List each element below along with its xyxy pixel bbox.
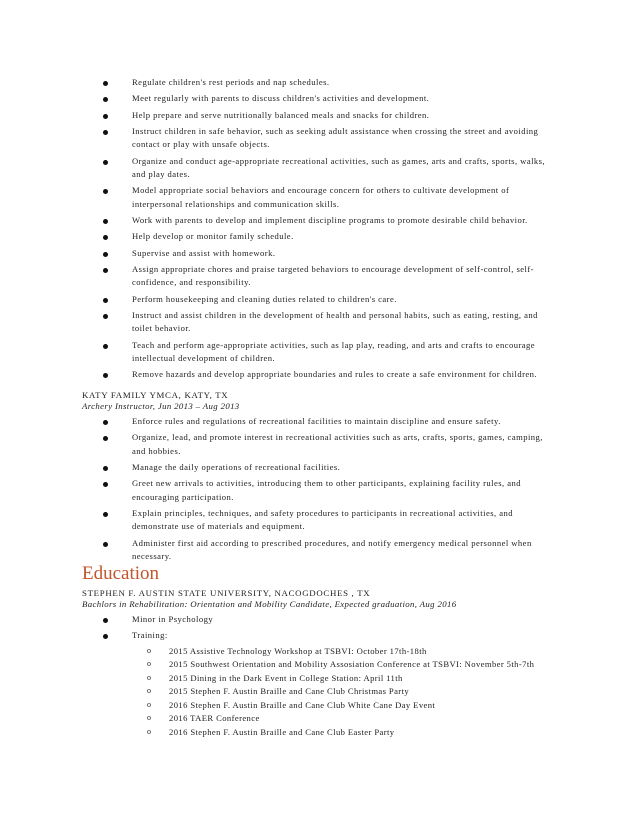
bullet-icon xyxy=(103,268,108,273)
list-item: Assign appropriate chores and praise targeted behaviors to encourage development of self-control, self-confidence, and responsibility. xyxy=(0,263,638,289)
list-item: Model appropriate social behaviors and encourage concern for others to cultivate development of interpersonal relationships and communication skills. xyxy=(0,184,638,210)
education-list xyxy=(0,613,638,738)
bullet-icon xyxy=(103,114,108,119)
training-item: o 2015 Dining in the Dark Event in College Station: April 11th xyxy=(147,672,403,683)
circle-bullet-icon: o xyxy=(147,645,152,655)
circle-bullet-icon: o xyxy=(147,659,152,669)
job1-duties-list xyxy=(0,76,638,382)
list-item: Greet new arrivals to activities, introducing them to other participants, explaining facility rules, and encouraging participation. xyxy=(0,477,638,503)
education-heading: Education xyxy=(82,563,160,584)
list-item: Explain principles, techniques, and safety procedures to participants in recreational activities, and demonstrate use of materials and equipment. xyxy=(0,507,638,533)
training-item: o 2016 TAER Conference xyxy=(147,713,260,724)
training-item: o 2015 Stephen F. Austin Braille and Cane Club Christmas Party xyxy=(147,686,410,697)
bullet-icon xyxy=(103,482,108,487)
list-item: Enforce rules and regulations of recreational facilities to maintain discipline and ensure safety. xyxy=(0,415,638,428)
list-item: Administer first aid according to prescribed procedures, and notify emergency medical personnel when necessary. xyxy=(0,537,638,563)
bullet-icon xyxy=(103,189,108,194)
bullet-icon xyxy=(103,97,108,102)
bullet-icon xyxy=(103,634,108,639)
circle-bullet-icon: o xyxy=(147,713,152,723)
bullet-icon xyxy=(103,219,108,224)
list-item: Regulate children's rest periods and nap schedules. xyxy=(0,76,638,89)
circle-bullet-icon: o xyxy=(147,672,152,682)
circle-bullet-icon: o xyxy=(147,726,152,736)
bullet-icon xyxy=(103,373,108,378)
school-heading: STEPHEN F. AUSTIN STATE UNIVERSITY, NACOGDOCHES , TX xyxy=(82,588,371,598)
circle-bullet-icon: o xyxy=(147,686,152,696)
bullet-icon xyxy=(103,314,108,319)
bullet-icon xyxy=(103,298,108,303)
bullet-icon xyxy=(103,160,108,165)
list-item: Help prepare and serve nutritionally balanced meals and snacks for children. xyxy=(0,109,638,122)
degree-line: Bachlors in Rehabilitation: Orientation and Mobility Candidate, Expected graduation, Aug 2016 xyxy=(82,599,457,609)
bullet-icon xyxy=(103,436,108,441)
circle-bullet-icon: o xyxy=(147,699,152,709)
training-item: o 2015 Southwest Orientation and Mobility Assosiation Conference at TSBVI: November 5th-7th xyxy=(147,659,535,670)
list-item: Organize, lead, and promote interest in recreational activities such as arts, crafts, sports, games, camping, and hobbies. xyxy=(0,431,638,457)
list-item: Organize and conduct age-appropriate recreational activities, such as games, arts and crafts, sports, walks, and play dates. xyxy=(0,155,638,181)
bullet-icon xyxy=(103,420,108,425)
list-item: Remove hazards and develop appropriate boundaries and rules to create a safe environment for children. xyxy=(0,368,638,381)
job2-duties-list xyxy=(0,415,638,563)
job-role: Archery Instructor, Jun 2013 – Aug 2013 xyxy=(82,401,240,411)
bullet-icon xyxy=(103,618,108,623)
bullet-icon xyxy=(103,542,108,547)
list-item: Manage the daily operations of recreational facilities. xyxy=(0,461,638,474)
bullet-icon xyxy=(103,466,108,471)
list-item: Training: o 2015 Assistive Technology Workshop at TSBVI: October 17th-18th o 2015 Southwest Orientation and Mobility Assosiation Conference at TSBVI: November 5th-7th o 2015 Dining in the Dark Event in College Station: April 11th o 2015 Stephen F. Austin Braille and Cane Club Christmas Party o 2016 Stephen F. Austin Braille and Cane Club White Cane Day Event o 2016 TAER Conference o 2016 Stephen F. Austin Braille and Cane Club Easter Party xyxy=(0,629,638,738)
training-item: o 2015 Assistive Technology Workshop at TSBVI: October 17th-18th xyxy=(147,645,427,656)
list-item: Work with parents to develop and implement discipline programs to promote desirable child behavior. xyxy=(0,214,638,227)
list-item: Instruct and assist children in the development of health and personal habits, such as eating, resting, and toilet behavior. xyxy=(0,309,638,335)
list-item: Instruct children in safe behavior, such as seeking adult assistance when crossing the street and avoiding contact or play with unsafe objects. xyxy=(0,125,638,151)
job2-section xyxy=(0,390,638,563)
bullet-icon xyxy=(103,252,108,257)
list-item: Help develop or monitor family schedule. xyxy=(0,230,638,243)
bullet-icon xyxy=(103,344,108,349)
list-item: Meet regularly with parents to discuss children's activities and development. xyxy=(0,92,638,105)
training-item: o 2016 Stephen F. Austin Braille and Cane Club Easter Party xyxy=(147,726,395,737)
training-item: o 2016 Stephen F. Austin Braille and Cane Club White Cane Day Event xyxy=(147,699,436,710)
list-item: Perform housekeeping and cleaning duties related to children's care. xyxy=(0,293,638,306)
bullet-icon xyxy=(103,81,108,86)
list-item: Supervise and assist with homework. xyxy=(0,247,638,260)
list-item: Teach and perform age-appropriate activities, such as lap play, reading, and arts and crafts to encourage intellectual development of children. xyxy=(0,339,638,365)
bullet-icon xyxy=(103,130,108,135)
training-list xyxy=(132,645,546,739)
employer-heading: KATY FAMILY YMCA, KATY, TX xyxy=(82,390,229,400)
list-item: Minor in Psychology xyxy=(0,613,638,626)
bullet-icon xyxy=(103,512,108,517)
bullet-icon xyxy=(103,235,108,240)
education-section xyxy=(0,563,638,738)
